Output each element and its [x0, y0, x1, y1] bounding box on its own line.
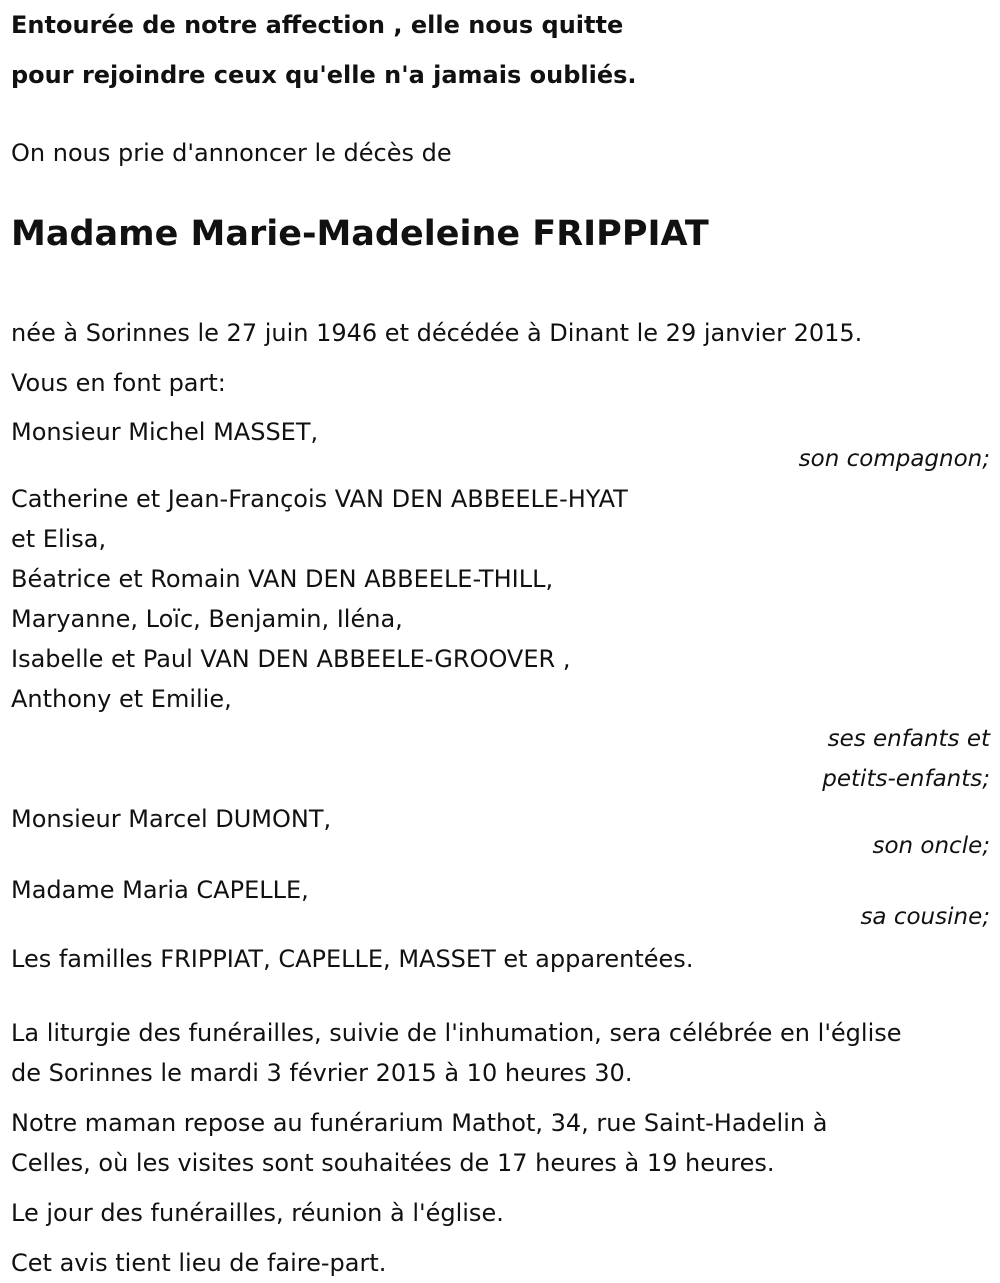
liturgy-paragraph: [11, 1013, 990, 1093]
companion-relation: son compagnon;: [798, 446, 990, 472]
children-line-3: Béatrice et Romain VAN DEN ABBEELE-THILL,: [11, 565, 554, 593]
announcement-text: On nous prie d'annoncer le décès de: [11, 139, 452, 167]
children-block: [11, 479, 990, 799]
cousin-block: [11, 870, 990, 937]
intro-line-1: Entourée de notre affection , elle nous quitte: [11, 11, 624, 39]
obituary-notice: [11, 0, 990, 1283]
children-relation-line-1: ses enfants et: [827, 726, 990, 752]
intro-quote: [11, 0, 990, 100]
rest-line-2: Celles, où les visites sont souhaitées de 17 heures à 19 heures.: [11, 1149, 775, 1177]
notice-text: Cet avis tient lieu de faire-part.: [11, 1249, 387, 1277]
cousin-name: Madame Maria CAPELLE,: [11, 876, 309, 904]
families-text: Les familles FRIPPIAT, CAPELLE, MASSET et apparentées.: [11, 945, 694, 973]
deceased-name: Madame Marie-Madeleine FRIPPIAT: [11, 214, 709, 254]
children-line-1: Catherine et Jean-François VAN DEN ABBEELE-HYAT: [11, 485, 628, 513]
children-relation-line-2: petits-enfants;: [822, 766, 990, 792]
liturgy-line-1: La liturgie des funérailles, suivie de l'inhumation, sera célébrée en l'église: [11, 1019, 902, 1047]
liturgy-line-2: de Sorinnes le mardi 3 février 2015 à 10 heures 30.: [11, 1059, 633, 1087]
children-line-4: Maryanne, Loïc, Benjamin, Iléna,: [11, 605, 403, 633]
companion-block: [11, 412, 990, 479]
uncle-name: Monsieur Marcel DUMONT,: [11, 805, 332, 833]
birth-death-text: née à Sorinnes le 27 juin 1946 et décédée à Dinant le 29 janvier 2015.: [11, 319, 863, 347]
uncle-relation: son oncle;: [872, 833, 990, 859]
uncle-block: [11, 799, 990, 866]
intro-line-2: pour rejoindre ceux qu'elle n'a jamais oubliés.: [11, 61, 637, 89]
rest-paragraph: [11, 1103, 990, 1183]
children-line-6: Anthony et Emilie,: [11, 685, 232, 713]
companion-name: Monsieur Michel MASSET,: [11, 418, 319, 446]
cousin-relation: sa cousine;: [860, 904, 990, 930]
children-line-2: et Elisa,: [11, 525, 107, 553]
meeting-text: Le jour des funérailles, réunion à l'église.: [11, 1199, 504, 1227]
rest-line-1: Notre maman repose au funérarium Mathot, 34, rue Saint-Hadelin à: [11, 1109, 828, 1137]
children-line-5: Isabelle et Paul VAN DEN ABBEELE-GROOVER ,: [11, 645, 571, 673]
font-part-text: Vous en font part:: [11, 369, 226, 397]
